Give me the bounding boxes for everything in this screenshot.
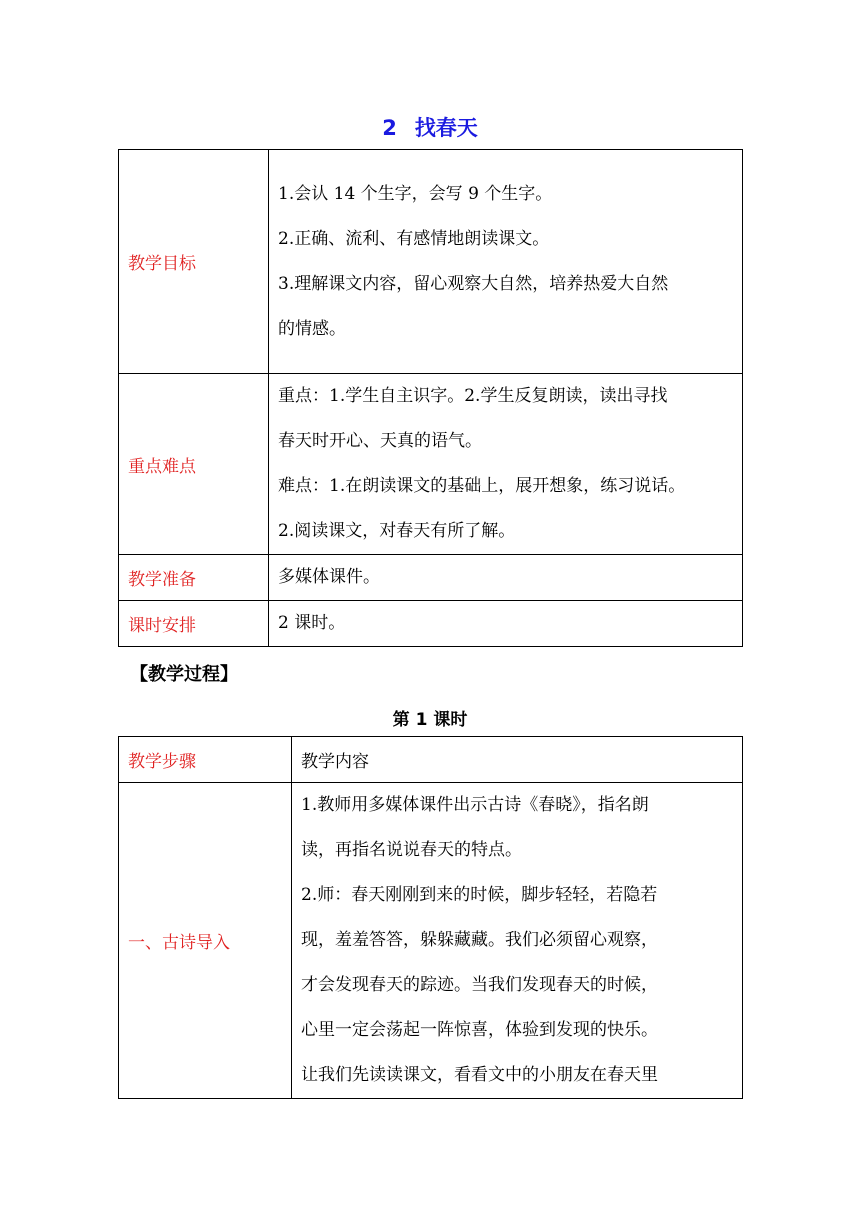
content-line: 让我们先读读课文，看看文中的小朋友在春天里 bbox=[301, 1065, 658, 1085]
row-label-key-points: 重点难点 bbox=[119, 374, 269, 555]
content-line: 的情感。 bbox=[278, 318, 346, 339]
title-number: 2 bbox=[382, 116, 397, 140]
process-table bbox=[118, 736, 743, 1099]
header-step: 教学步骤 bbox=[119, 737, 292, 783]
content-line: 1.教师用多媒体课件出示古诗《春晓》，指名朗 bbox=[301, 795, 649, 815]
title-text: 找春天 bbox=[414, 116, 478, 140]
content-line: 2.阅读课文，对春天有所了解。 bbox=[278, 521, 516, 541]
content-line: 心里一定会荡起一阵惊喜，体验到发现的快乐。 bbox=[301, 1020, 658, 1040]
row-label-preparation: 教学准备 bbox=[119, 555, 269, 601]
overview-table bbox=[118, 149, 743, 647]
row-content-key-points bbox=[269, 374, 743, 555]
row-content-schedule bbox=[269, 601, 743, 647]
table-row bbox=[119, 374, 743, 555]
content-line: 1.会认 14 个生字，会写 9 个生字。 bbox=[278, 183, 553, 204]
content-line: 春天时开心、天真的语气。 bbox=[278, 431, 482, 451]
lesson-title: 第 1 课时 bbox=[392, 710, 468, 730]
table-row bbox=[119, 601, 743, 647]
content-line: 2.师：春天刚刚到来的时候，脚步轻轻，若隐若 bbox=[301, 885, 658, 905]
table-header-row bbox=[119, 737, 743, 783]
row-label-schedule: 课时安排 bbox=[119, 601, 269, 647]
content-line: 重点：1.学生自主识字。2.学生反复朗读，读出寻找 bbox=[278, 386, 668, 406]
row-content-preparation bbox=[269, 555, 743, 601]
content-line: 2.正确、流利、有感情地朗读课文。 bbox=[278, 228, 550, 249]
content-line: 才会发现春天的踪迹。当我们发现春天的时候， bbox=[301, 975, 658, 995]
step-content bbox=[292, 783, 743, 1099]
table-row bbox=[119, 783, 743, 1099]
content-line: 现，羞羞答答，躲躲藏藏。我们必须留心观察， bbox=[301, 930, 658, 950]
content-line: 多媒体课件。 bbox=[278, 567, 380, 587]
content-line: 读，再指名说说春天的特点。 bbox=[301, 840, 522, 860]
row-label-goals: 教学目标 bbox=[119, 150, 269, 374]
row-content-goals bbox=[269, 150, 743, 374]
table-row bbox=[119, 555, 743, 601]
content-line: 难点：1.在朗读课文的基础上，展开想象，练习说话。 bbox=[278, 476, 686, 496]
header-content: 教学内容 bbox=[292, 737, 743, 783]
process-heading: 【教学过程】 bbox=[130, 664, 238, 685]
table-row bbox=[119, 150, 743, 374]
document-title bbox=[0, 112, 860, 142]
step-label: 一、古诗导入 bbox=[119, 783, 292, 1099]
content-line: 2 课时。 bbox=[278, 613, 346, 633]
content-line: 3.理解课文内容，留心观察大自然，培养热爱大自然 bbox=[278, 273, 669, 294]
